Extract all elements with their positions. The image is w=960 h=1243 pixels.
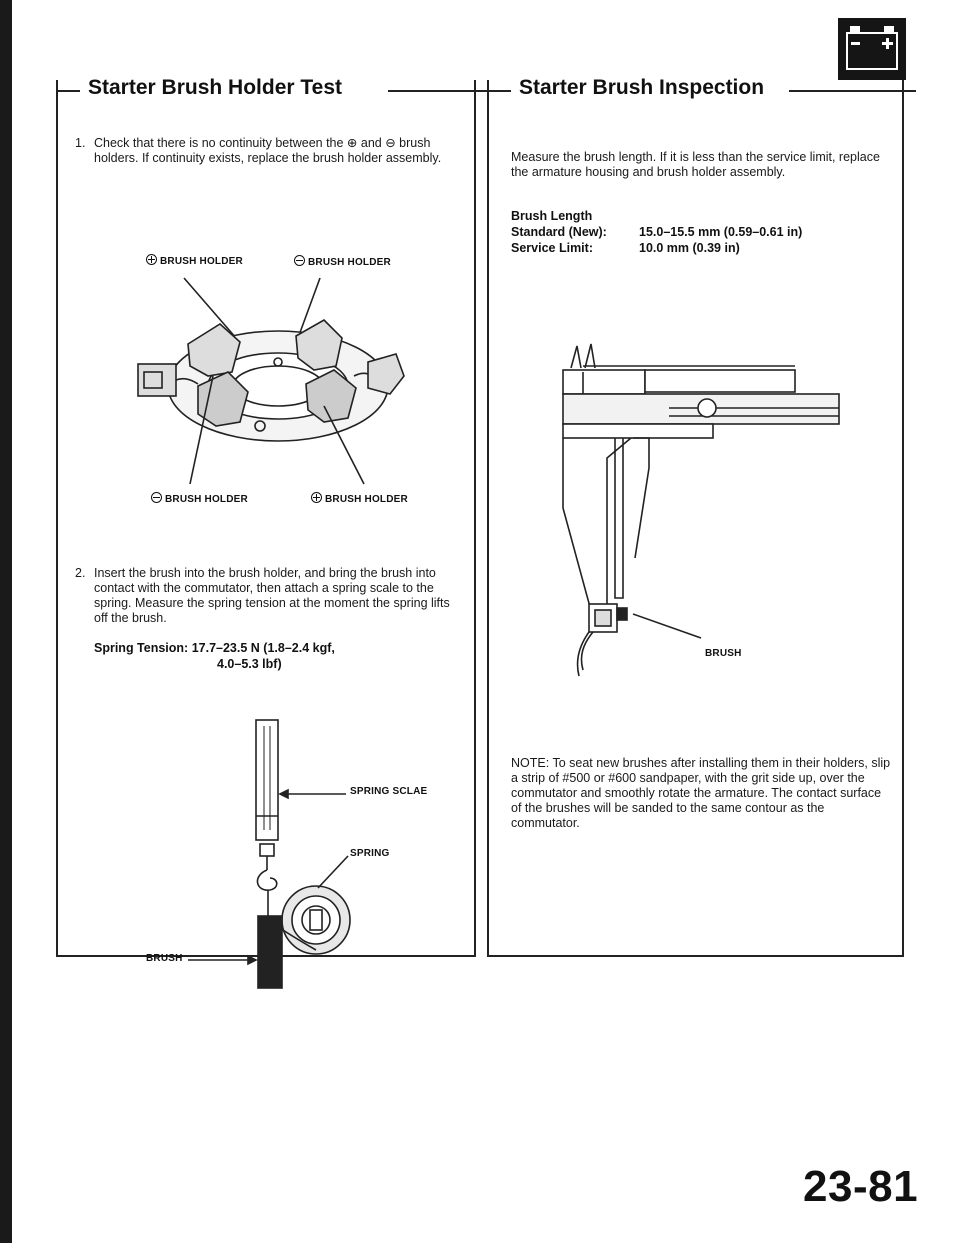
service-limit-value: 10.0 mm (0.39 in) xyxy=(639,241,740,255)
plus-symbol-icon xyxy=(311,492,322,503)
step-number: 1. xyxy=(75,136,86,150)
negative-brush-holder-label: BRUSH HOLDER xyxy=(294,255,391,268)
step1-text: Check that there is no continuity between the ⊕ and ⊖ brush holders. If continuity exists, replace the brush holder assembly. xyxy=(94,136,442,165)
inspection-intro-text: Measure the brush length. If it is less than the service limit, replace the armature housing and brush holder assembly. xyxy=(511,150,880,179)
positive-brush-holder-label: BRUSH HOLDER xyxy=(146,254,243,267)
brush-holder-test-section xyxy=(56,76,476,964)
brush-inspection-section xyxy=(487,76,904,957)
positive-brush-holder-label-bottom: BRUSH HOLDER xyxy=(311,492,408,505)
spring-scale-label: SPRING SCLAE xyxy=(350,786,428,797)
brush-length-spec xyxy=(511,208,896,256)
spring-tension-label: Spring Tension: xyxy=(94,641,189,655)
minus-symbol-icon xyxy=(151,492,162,503)
page-number: 23-81 xyxy=(803,1162,919,1211)
spring-tension-value: 17.7–23.5 N (1.8–2.4 kgf, xyxy=(191,641,335,655)
standard-value: 15.0–15.5 mm (0.59–0.61 in) xyxy=(639,225,803,239)
battery-icon xyxy=(838,18,906,80)
step-number: 2. xyxy=(75,566,86,580)
brush-label: BRUSH xyxy=(146,953,183,964)
brush-label: BRUSH xyxy=(705,648,742,659)
negative-brush-holder-label-bottom: BRUSH HOLDER xyxy=(151,492,248,505)
spring-tension-spec xyxy=(94,640,464,672)
service-limit-label: Service Limit: xyxy=(511,241,593,255)
standard-row xyxy=(511,224,896,240)
service-limit-row xyxy=(511,240,896,256)
page-edge-bar xyxy=(0,0,12,1243)
section-title: Starter Brush Inspection xyxy=(511,76,772,100)
plus-symbol-icon xyxy=(146,254,157,265)
caliper-diagram xyxy=(549,338,849,678)
spring-scale-diagram xyxy=(208,720,438,1000)
brush-length-heading: Brush Length xyxy=(511,209,593,223)
note-text: NOTE: To seat new brushes after installing them in their holders, slip a strip of #500 or #600 sandpaper, with the grit side up, over the commutator and smoothly rotate the armature. The contact surface of the brushes will be sanded to the same contour as the commutator. xyxy=(511,756,891,830)
spring-label: SPRING xyxy=(350,848,390,859)
step2-text: Insert the brush into the brush holder, and bring the brush into contact with the commutator, then attach a spring scale to the spring. Measure the spring tension at the moment the spring lifts off the brush. xyxy=(94,566,450,625)
standard-label: Standard (New): xyxy=(511,225,607,239)
spring-tension-value-cont: 4.0–5.3 lbf) xyxy=(217,657,282,671)
minus-symbol-icon xyxy=(294,255,305,266)
brush-holder-diagram xyxy=(128,276,428,486)
section-title: Starter Brush Holder Test xyxy=(80,76,350,100)
